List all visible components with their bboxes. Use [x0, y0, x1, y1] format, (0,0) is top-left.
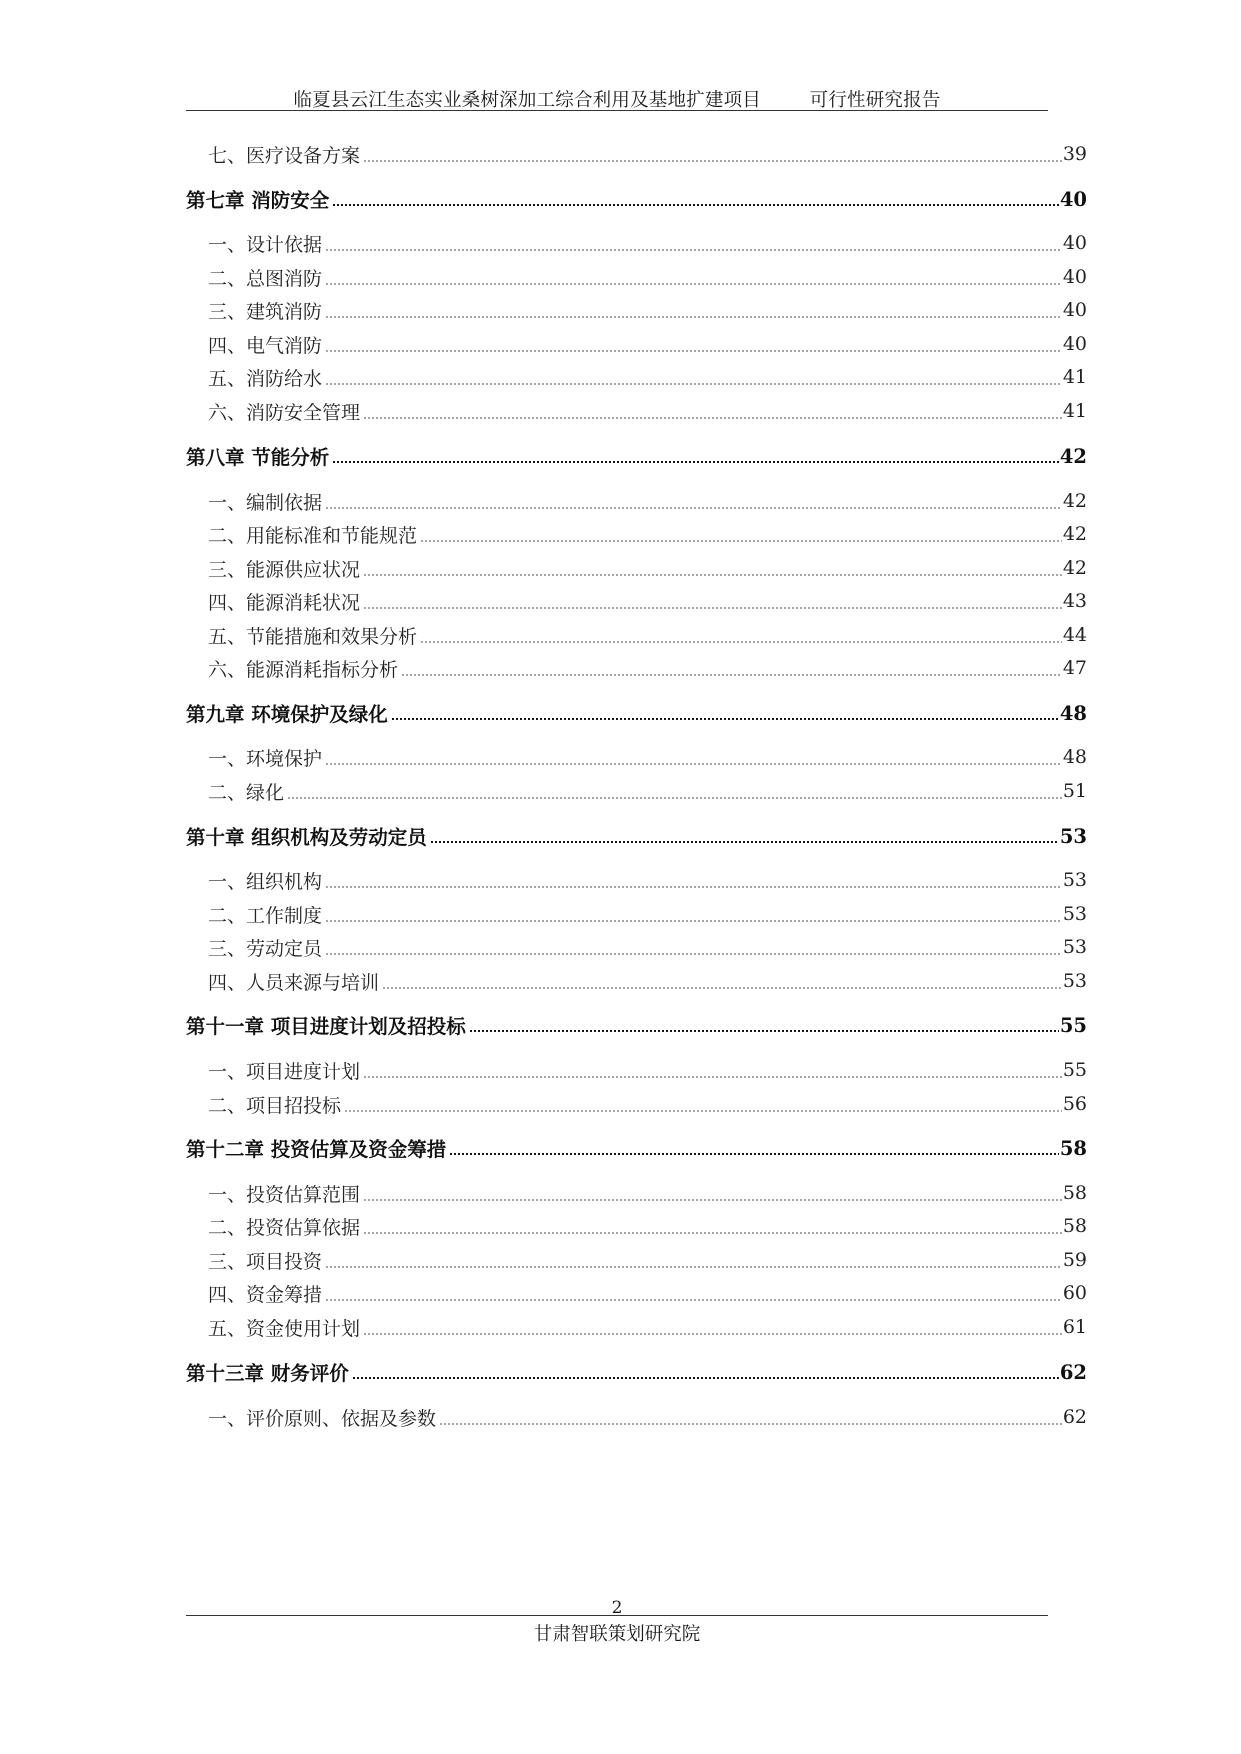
dot-leader [363, 396, 1062, 426]
page-number: 2 [611, 1598, 623, 1618]
toc-entry-page-number: 40 [1062, 299, 1087, 321]
toc-section-entry[interactable] [208, 295, 1087, 325]
toc-entry-title: 一、编制依据 [208, 491, 323, 514]
toc-entry-page-number: 53 [1062, 869, 1087, 891]
dot-leader [352, 1357, 1059, 1387]
toc-entry-title: 第七章 消防安全 [186, 189, 330, 212]
toc-entry-page-number: 42 [1062, 490, 1087, 512]
dot-leader [363, 1055, 1062, 1085]
toc-entry-page-number: 42 [1059, 444, 1087, 468]
toc-section-entry[interactable] [208, 1245, 1087, 1275]
toc-section-entry[interactable] [208, 486, 1087, 516]
toc-entry-title: 四、资金筹措 [208, 1283, 323, 1306]
toc-section-entry[interactable] [208, 653, 1087, 683]
toc-entry-title: 四、人员来源与培训 [208, 971, 380, 994]
toc-entry-title: 五、节能措施和效果分析 [208, 625, 418, 648]
toc-entry-page-number: 55 [1059, 1013, 1087, 1037]
toc-entry-title: 二、用能标准和节能规范 [208, 524, 418, 547]
toc-entry-page-number: 40 [1062, 333, 1087, 355]
toc-entry-page-number: 60 [1062, 1282, 1087, 1304]
toc-entry-title: 一、设计依据 [208, 233, 323, 256]
toc-section-entry[interactable] [208, 228, 1087, 258]
toc-entry-title: 第八章 节能分析 [186, 446, 330, 469]
toc-section-entry[interactable] [208, 932, 1087, 962]
toc-section-entry[interactable] [208, 1211, 1087, 1241]
dot-leader [391, 698, 1059, 728]
toc-chapter-entry[interactable] [186, 821, 1087, 851]
toc-section-entry[interactable] [208, 519, 1087, 549]
toc-entry-title: 第九章 环境保护及绿化 [186, 703, 388, 726]
toc-chapter-entry[interactable] [186, 184, 1087, 214]
dot-leader [363, 1312, 1062, 1342]
toc-entry-page-number: 43 [1062, 590, 1087, 612]
toc-entry-page-number: 40 [1059, 187, 1087, 211]
dot-leader [325, 932, 1062, 962]
toc-entry-page-number: 47 [1062, 657, 1087, 679]
dot-leader [363, 586, 1062, 616]
toc-chapter-entry[interactable] [186, 1357, 1087, 1387]
dot-leader [325, 1278, 1062, 1308]
toc-entry-title: 五、消防给水 [208, 367, 323, 390]
toc-entry-page-number: 48 [1062, 746, 1087, 768]
toc-chapter-entry[interactable] [186, 1010, 1087, 1040]
footer-organization: 甘肃智联策划研究院 [533, 1624, 701, 1645]
toc-entry-title: 二、绿化 [208, 781, 285, 804]
toc-entry-page-number: 42 [1062, 523, 1087, 545]
toc-entry-page-number: 44 [1062, 624, 1087, 646]
toc-section-entry[interactable] [208, 1178, 1087, 1208]
dot-leader [325, 742, 1062, 772]
toc-chapter-entry[interactable] [186, 698, 1087, 728]
toc-entry-page-number: 48 [1059, 701, 1087, 725]
toc-entry-page-number: 53 [1059, 824, 1087, 848]
toc-section-entry[interactable] [208, 1055, 1087, 1085]
dot-leader [449, 1133, 1059, 1163]
toc-entry-title: 五、资金使用计划 [208, 1317, 361, 1340]
dot-leader [401, 653, 1062, 683]
toc-entry-page-number: 40 [1062, 232, 1087, 254]
toc-entry-page-number: 53 [1062, 936, 1087, 958]
dot-leader [430, 821, 1059, 851]
toc-entry-title: 第十一章 项目进度计划及招投标 [186, 1015, 466, 1038]
dot-leader [363, 553, 1062, 583]
toc-entry-page-number: 40 [1062, 266, 1087, 288]
dot-leader [325, 1245, 1062, 1275]
dot-leader [420, 620, 1062, 650]
toc-entry-page-number: 56 [1062, 1093, 1087, 1115]
toc-section-entry[interactable] [208, 899, 1087, 929]
dot-leader [344, 1089, 1062, 1119]
toc-entry-title: 六、能源消耗指标分析 [208, 658, 399, 681]
toc-entry-page-number: 62 [1062, 1406, 1087, 1428]
toc-section-entry[interactable] [208, 620, 1087, 650]
toc-entry-title: 二、投资估算依据 [208, 1216, 361, 1239]
toc-entry-title: 一、评价原则、依据及参数 [208, 1407, 437, 1430]
header-rule [186, 110, 1048, 111]
toc-entry-page-number: 58 [1062, 1182, 1087, 1204]
toc-entry-page-number: 59 [1062, 1249, 1087, 1271]
toc-chapter-entry[interactable] [186, 441, 1087, 471]
toc-entry-page-number: 41 [1062, 366, 1087, 388]
dot-leader [325, 228, 1062, 258]
toc-entry-page-number: 51 [1062, 780, 1087, 802]
dot-leader [382, 966, 1062, 996]
dot-leader [325, 262, 1062, 292]
toc-section-entry[interactable] [208, 1402, 1087, 1432]
toc-entry-page-number: 53 [1062, 903, 1087, 925]
toc-entry-title: 三、项目投资 [208, 1250, 323, 1273]
document-header-title: 临夏县云江生态实业桑树深加工综合利用及基地扩建项目 可行性研究报告 [293, 90, 941, 111]
toc-section-entry[interactable] [208, 586, 1087, 616]
toc-entry-title: 一、环境保护 [208, 747, 323, 770]
toc-chapter-entry[interactable] [186, 1133, 1087, 1163]
toc-entry-title: 第十二章 投资估算及资金筹措 [186, 1138, 447, 1161]
toc-section-entry[interactable] [208, 262, 1087, 292]
toc-section-entry[interactable] [208, 865, 1087, 895]
toc-entry-title: 三、劳动定员 [208, 937, 323, 960]
dot-leader [439, 1402, 1062, 1432]
toc-entry-title: 一、项目进度计划 [208, 1060, 361, 1083]
toc-entry-title: 一、投资估算范围 [208, 1183, 361, 1206]
toc-entry-title: 一、组织机构 [208, 870, 323, 893]
toc-entry-title: 六、消防安全管理 [208, 401, 361, 424]
dot-leader [363, 1211, 1062, 1241]
toc-entry-page-number: 58 [1062, 1215, 1087, 1237]
dot-leader [325, 486, 1062, 516]
toc-entry-title: 第十章 组织机构及劳动定员 [186, 826, 427, 849]
toc-section-entry[interactable] [208, 396, 1087, 426]
dot-leader [325, 329, 1062, 359]
dot-leader [325, 899, 1062, 929]
toc-entry-title: 第十三章 财务评价 [186, 1362, 349, 1385]
toc-entry-title: 二、项目招投标 [208, 1094, 342, 1117]
toc-section-entry[interactable] [208, 1278, 1087, 1308]
toc-entry-title: 四、电气消防 [208, 334, 323, 357]
dot-leader [287, 776, 1062, 806]
toc-entry-title: 二、工作制度 [208, 904, 323, 927]
dot-leader [325, 295, 1062, 325]
dot-leader [469, 1010, 1059, 1040]
toc-entry-page-number: 41 [1062, 400, 1087, 422]
toc-entry-page-number: 53 [1062, 970, 1087, 992]
toc-section-entry[interactable] [208, 362, 1087, 392]
toc-section-entry[interactable] [208, 1089, 1087, 1119]
toc-section-entry[interactable] [208, 329, 1087, 359]
toc-entry-page-number: 39 [1062, 143, 1087, 165]
dot-leader [420, 519, 1062, 549]
toc-entry-title: 七、医疗设备方案 [208, 144, 361, 167]
toc-section-entry[interactable] [208, 742, 1087, 772]
dot-leader [325, 362, 1062, 392]
toc-entry-page-number: 58 [1059, 1136, 1087, 1160]
toc-entry-title: 二、总图消防 [208, 267, 323, 290]
toc-entry-page-number: 42 [1062, 557, 1087, 579]
dot-leader [363, 139, 1062, 169]
dot-leader [332, 441, 1059, 471]
dot-leader [332, 184, 1059, 214]
toc-section-entry[interactable] [208, 553, 1087, 583]
toc-entry-title: 三、能源供应状况 [208, 558, 361, 581]
toc-section-entry[interactable] [208, 776, 1087, 806]
toc-entry-page-number: 55 [1062, 1059, 1087, 1081]
toc-section-entry[interactable] [208, 1312, 1087, 1342]
dot-leader [363, 1178, 1062, 1208]
toc-entry-title: 四、能源消耗状况 [208, 591, 361, 614]
dot-leader [325, 865, 1062, 895]
toc-section-entry[interactable] [208, 139, 1087, 169]
toc-entry-title: 三、建筑消防 [208, 300, 323, 323]
toc-entry-page-number: 61 [1062, 1316, 1087, 1338]
toc-entry-page-number: 62 [1059, 1360, 1087, 1384]
toc-section-entry[interactable] [208, 966, 1087, 996]
